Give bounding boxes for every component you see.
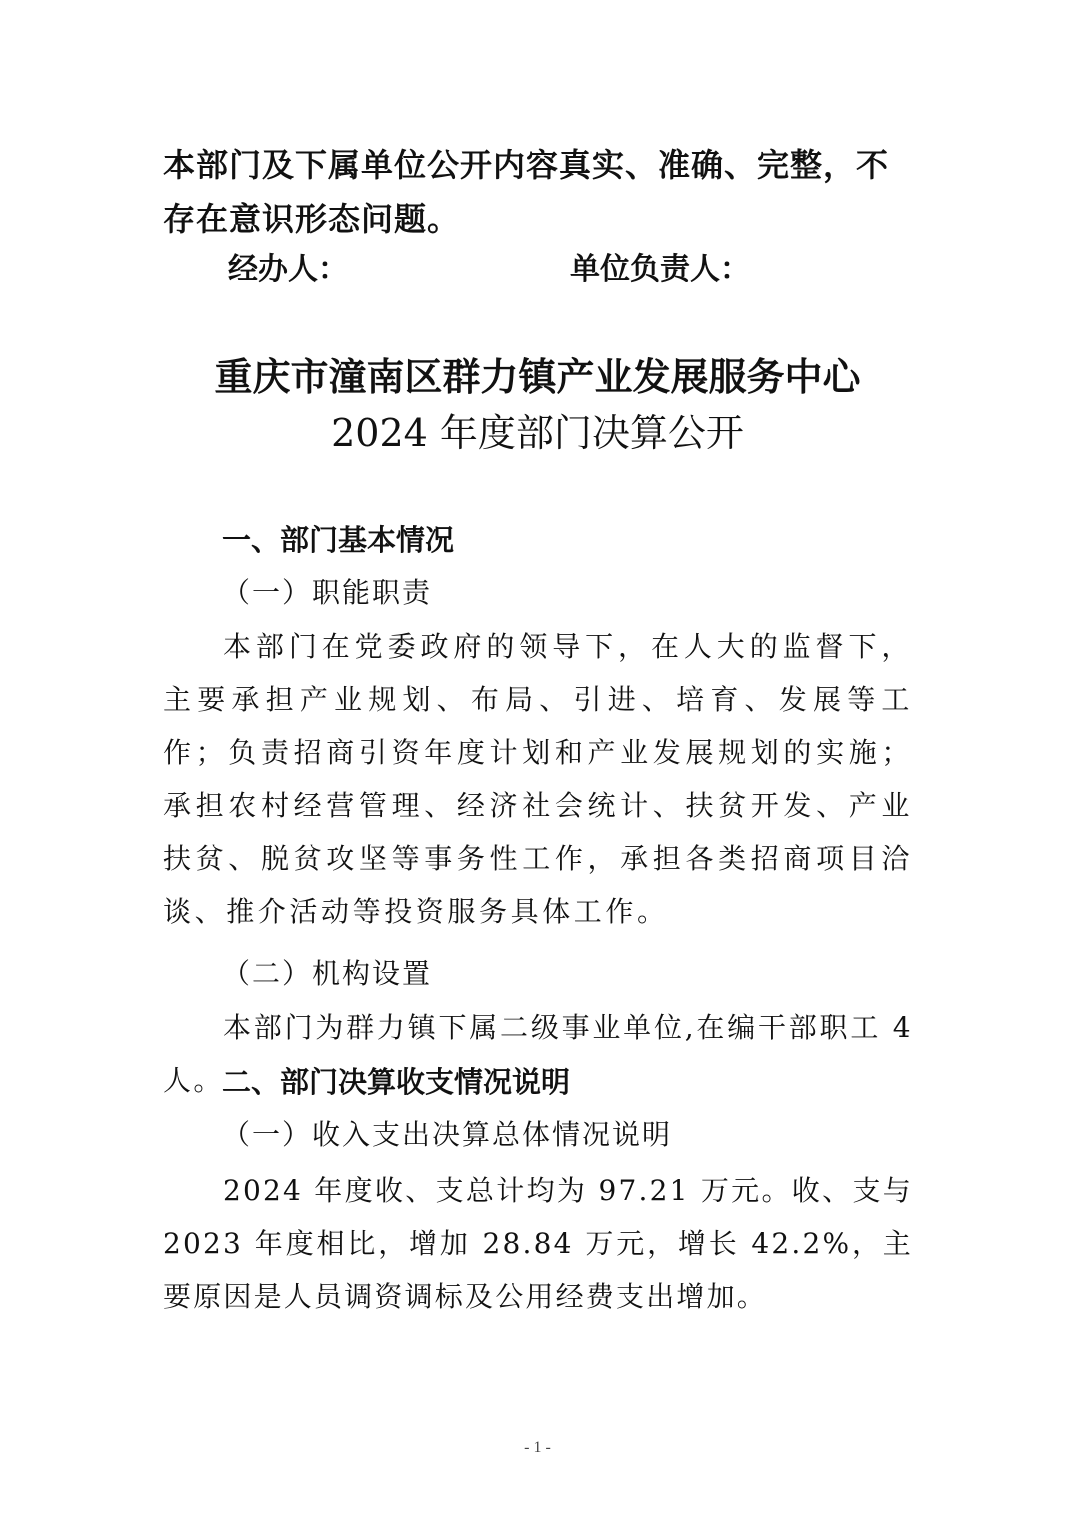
document-title-line1: 重庆市潼南区群力镇产业发展服务中心 <box>214 354 861 399</box>
paragraph-overall-budget: 2024 年度收、支总计均为 97.21 万元。收、支与 2023 年度相比，增加 28.84 万元，增长 42.2%，主要原因是人员调资调标及公用经费支出增加。 <box>163 1174 913 1313</box>
unit-leader-label: 单位负责人： <box>570 252 750 287</box>
paragraph-organization: 本部门为群力镇下属二级事业单位,在编干部职工 4 人。 <box>163 1011 913 1097</box>
section-heading-budget: 二、部门决算收支情况说明 <box>222 1065 571 1099</box>
authenticity-statement: 本部门及下属单位公开内容真实、准确、完整，不存在意识形态问题。 <box>163 146 890 238</box>
subheading-organization: （二）机构设置 <box>222 957 433 990</box>
handler-label: 经办人： <box>228 252 348 287</box>
paragraph-duties: 本部门在党委政府的领导下，在人大的监督下，主要承担产业规划、布局、引进、培育、发展等工作；负责招商引资年度计划和产业发展规划的实施；承担农村经营管理、经济社会统计、扶贫开发、产业扶贫、脱贫攻坚等事务性工作，承担各类招商项目洽谈、推介活动等投资服务具体工作。 <box>163 630 913 928</box>
document-title-line2: 2024 年度部门决算公开 <box>331 411 744 455</box>
subheading-duties: （一）职能职责 <box>222 576 433 609</box>
subheading-overall-budget: （一）收入支出决算总体情况说明 <box>222 1118 673 1151</box>
section-heading-basic-info: 一、部门基本情况 <box>222 523 455 557</box>
page-number: - 1 - <box>524 1439 551 1456</box>
